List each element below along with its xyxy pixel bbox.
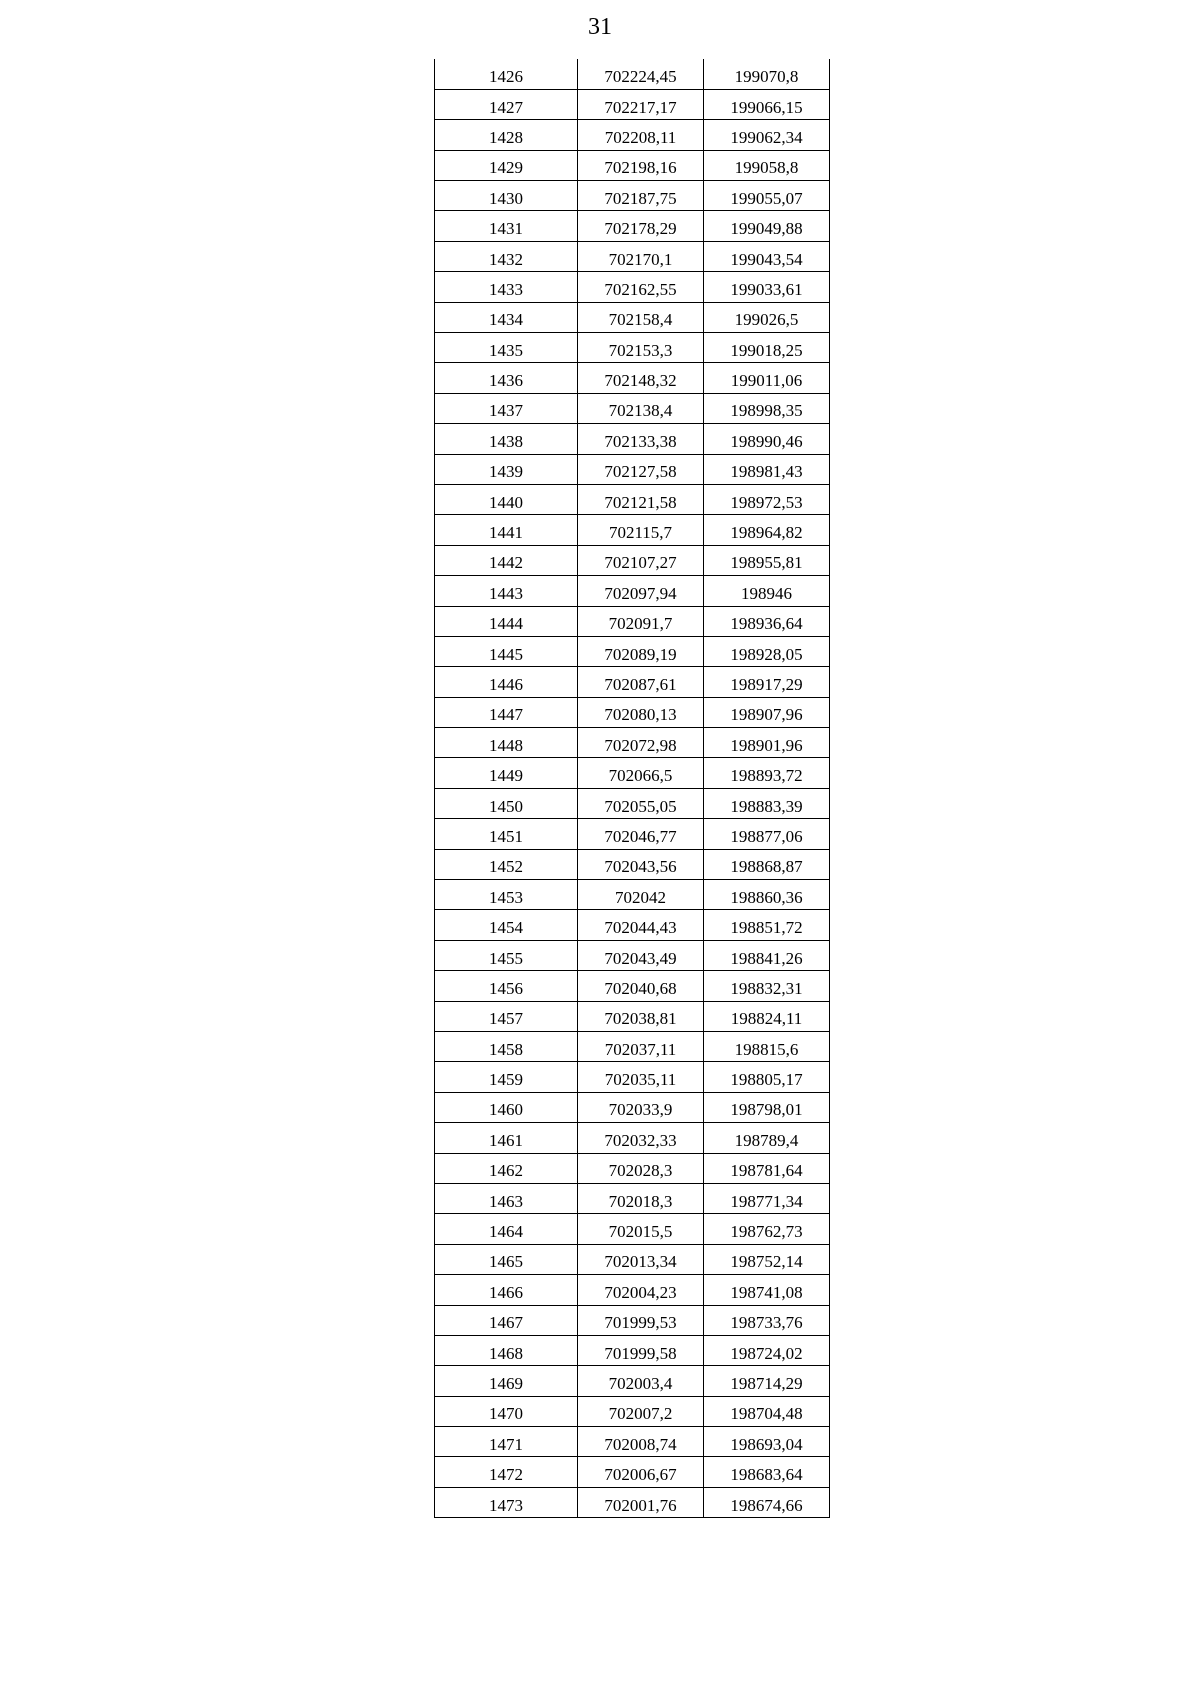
point-number-cell: 1439: [435, 454, 578, 484]
y-coordinate-cell: 198936,64: [704, 606, 830, 636]
x-coordinate-cell: 702044,43: [578, 910, 704, 940]
point-number-cell: 1465: [435, 1244, 578, 1274]
x-coordinate-cell: 702162,55: [578, 272, 704, 302]
table-row: [435, 241, 830, 271]
point-number-cell: 1448: [435, 728, 578, 758]
x-coordinate-cell: 702007,2: [578, 1396, 704, 1426]
x-coordinate-cell: 702006,67: [578, 1457, 704, 1487]
table-row: [435, 1123, 830, 1153]
table-row: [435, 424, 830, 454]
point-number-cell: 1452: [435, 849, 578, 879]
y-coordinate-cell: 198733,76: [704, 1305, 830, 1335]
table-row: [435, 454, 830, 484]
point-number-cell: 1450: [435, 788, 578, 818]
x-coordinate-cell: 702038,81: [578, 1001, 704, 1031]
x-coordinate-cell: 702003,4: [578, 1366, 704, 1396]
point-number-cell: 1426: [435, 59, 578, 89]
point-number-cell: 1451: [435, 819, 578, 849]
y-coordinate-cell: 198998,35: [704, 393, 830, 423]
table-row: [435, 1062, 830, 1092]
point-number-cell: 1467: [435, 1305, 578, 1335]
x-coordinate-cell: 702037,11: [578, 1032, 704, 1062]
table-row: [435, 181, 830, 211]
x-coordinate-cell: 702018,3: [578, 1183, 704, 1213]
x-coordinate-cell: 702043,49: [578, 940, 704, 970]
point-number-cell: 1442: [435, 545, 578, 575]
point-number-cell: 1463: [435, 1183, 578, 1213]
table-row: [435, 1366, 830, 1396]
x-coordinate-cell: 702033,9: [578, 1092, 704, 1122]
x-coordinate-cell: 702097,94: [578, 576, 704, 606]
table-row: [435, 728, 830, 758]
x-coordinate-cell: 702217,17: [578, 89, 704, 119]
point-number-cell: 1445: [435, 636, 578, 666]
table-row: [435, 1214, 830, 1244]
y-coordinate-cell: 198693,04: [704, 1427, 830, 1457]
table-row: [435, 363, 830, 393]
x-coordinate-cell: 702133,38: [578, 424, 704, 454]
y-coordinate-cell: 198724,02: [704, 1335, 830, 1365]
y-coordinate-cell: 198901,96: [704, 728, 830, 758]
table-row: [435, 636, 830, 666]
x-coordinate-cell: 702013,34: [578, 1244, 704, 1274]
table-row: [435, 758, 830, 788]
point-number-cell: 1429: [435, 150, 578, 180]
x-coordinate-cell: 702107,27: [578, 545, 704, 575]
point-number-cell: 1430: [435, 181, 578, 211]
point-number-cell: 1428: [435, 120, 578, 150]
y-coordinate-cell: 198964,82: [704, 515, 830, 545]
table-row: [435, 59, 830, 89]
x-coordinate-cell: 702046,77: [578, 819, 704, 849]
table-row: [435, 1487, 830, 1517]
x-coordinate-cell: 702072,98: [578, 728, 704, 758]
y-coordinate-cell: 199049,88: [704, 211, 830, 241]
x-coordinate-cell: 702091,7: [578, 606, 704, 636]
y-coordinate-cell: 198893,72: [704, 758, 830, 788]
y-coordinate-cell: 198674,66: [704, 1487, 830, 1517]
x-coordinate-cell: 702066,5: [578, 758, 704, 788]
table-row: [435, 1183, 830, 1213]
y-coordinate-cell: 199066,15: [704, 89, 830, 119]
y-coordinate-cell: 198704,48: [704, 1396, 830, 1426]
point-number-cell: 1432: [435, 241, 578, 271]
table-row: [435, 819, 830, 849]
point-number-cell: 1458: [435, 1032, 578, 1062]
table-row: [435, 393, 830, 423]
table-row: [435, 940, 830, 970]
y-coordinate-cell: 198907,96: [704, 697, 830, 727]
point-number-cell: 1449: [435, 758, 578, 788]
table-row: [435, 910, 830, 940]
point-number-cell: 1434: [435, 302, 578, 332]
point-number-cell: 1437: [435, 393, 578, 423]
y-coordinate-cell: 198752,14: [704, 1244, 830, 1274]
point-number-cell: 1456: [435, 971, 578, 1001]
table-row: [435, 1001, 830, 1031]
table-row: [435, 1032, 830, 1062]
point-number-cell: 1470: [435, 1396, 578, 1426]
x-coordinate-cell: 702224,45: [578, 59, 704, 89]
point-number-cell: 1469: [435, 1366, 578, 1396]
table-row: [435, 515, 830, 545]
point-number-cell: 1466: [435, 1275, 578, 1305]
y-coordinate-cell: 199062,34: [704, 120, 830, 150]
y-coordinate-cell: 199058,8: [704, 150, 830, 180]
y-coordinate-cell: 199055,07: [704, 181, 830, 211]
x-coordinate-cell: 702042: [578, 880, 704, 910]
y-coordinate-cell: 198860,36: [704, 880, 830, 910]
point-number-cell: 1427: [435, 89, 578, 119]
y-coordinate-cell: 198741,08: [704, 1275, 830, 1305]
y-coordinate-cell: 198883,39: [704, 788, 830, 818]
table-row: [435, 333, 830, 363]
point-number-cell: 1455: [435, 940, 578, 970]
y-coordinate-cell: 198955,81: [704, 545, 830, 575]
y-coordinate-cell: 198815,6: [704, 1032, 830, 1062]
point-number-cell: 1438: [435, 424, 578, 454]
point-number-cell: 1441: [435, 515, 578, 545]
point-number-cell: 1454: [435, 910, 578, 940]
x-coordinate-cell: 702008,74: [578, 1427, 704, 1457]
point-number-cell: 1431: [435, 211, 578, 241]
y-coordinate-cell: 198714,29: [704, 1366, 830, 1396]
table-row: [435, 1457, 830, 1487]
y-coordinate-cell: 198851,72: [704, 910, 830, 940]
x-coordinate-cell: 702035,11: [578, 1062, 704, 1092]
y-coordinate-cell: 198824,11: [704, 1001, 830, 1031]
x-coordinate-cell: 702028,3: [578, 1153, 704, 1183]
y-coordinate-cell: 198771,34: [704, 1183, 830, 1213]
table-row: [435, 1244, 830, 1274]
x-coordinate-cell: 702158,4: [578, 302, 704, 332]
table-row: [435, 880, 830, 910]
table-row: [435, 1153, 830, 1183]
x-coordinate-cell: 702004,23: [578, 1275, 704, 1305]
table-row: [435, 150, 830, 180]
x-coordinate-cell: 702208,11: [578, 120, 704, 150]
y-coordinate-cell: 198762,73: [704, 1214, 830, 1244]
table-row: [435, 89, 830, 119]
y-coordinate-cell: 198877,06: [704, 819, 830, 849]
y-coordinate-cell: 199018,25: [704, 333, 830, 363]
y-coordinate-cell: 199070,8: [704, 59, 830, 89]
point-number-cell: 1444: [435, 606, 578, 636]
table-row: [435, 576, 830, 606]
y-coordinate-cell: 198683,64: [704, 1457, 830, 1487]
point-number-cell: 1471: [435, 1427, 578, 1457]
y-coordinate-cell: 198832,31: [704, 971, 830, 1001]
table-row: [435, 788, 830, 818]
x-coordinate-cell: 702138,4: [578, 393, 704, 423]
x-coordinate-cell: 702198,16: [578, 150, 704, 180]
x-coordinate-cell: 702080,13: [578, 697, 704, 727]
point-number-cell: 1453: [435, 880, 578, 910]
table-row: [435, 302, 830, 332]
x-coordinate-cell: 702170,1: [578, 241, 704, 271]
x-coordinate-cell: 702032,33: [578, 1123, 704, 1153]
table-row: [435, 272, 830, 302]
point-number-cell: 1462: [435, 1153, 578, 1183]
y-coordinate-cell: 198798,01: [704, 1092, 830, 1122]
y-coordinate-cell: 198972,53: [704, 484, 830, 514]
point-number-cell: 1468: [435, 1335, 578, 1365]
point-number-cell: 1473: [435, 1487, 578, 1517]
x-coordinate-cell: 702187,75: [578, 181, 704, 211]
x-coordinate-cell: 701999,58: [578, 1335, 704, 1365]
point-number-cell: 1457: [435, 1001, 578, 1031]
x-coordinate-cell: 702153,3: [578, 333, 704, 363]
table-row: [435, 606, 830, 636]
table-row: [435, 1396, 830, 1426]
table-row: [435, 1335, 830, 1365]
point-number-cell: 1464: [435, 1214, 578, 1244]
x-coordinate-cell: 702148,32: [578, 363, 704, 393]
coordinates-table-body: [435, 59, 830, 1518]
x-coordinate-cell: 702087,61: [578, 667, 704, 697]
point-number-cell: 1435: [435, 333, 578, 363]
table-row: [435, 545, 830, 575]
page-number: 31: [588, 14, 612, 40]
point-number-cell: 1447: [435, 697, 578, 727]
point-number-cell: 1472: [435, 1457, 578, 1487]
x-coordinate-cell: 702043,56: [578, 849, 704, 879]
x-coordinate-cell: 702127,58: [578, 454, 704, 484]
point-number-cell: 1459: [435, 1062, 578, 1092]
y-coordinate-cell: 198841,26: [704, 940, 830, 970]
x-coordinate-cell: 701999,53: [578, 1305, 704, 1335]
point-number-cell: 1433: [435, 272, 578, 302]
table-row: [435, 697, 830, 727]
x-coordinate-cell: 702115,7: [578, 515, 704, 545]
x-coordinate-cell: 702015,5: [578, 1214, 704, 1244]
y-coordinate-cell: 198990,46: [704, 424, 830, 454]
x-coordinate-cell: 702055,05: [578, 788, 704, 818]
y-coordinate-cell: 199033,61: [704, 272, 830, 302]
y-coordinate-cell: 198781,64: [704, 1153, 830, 1183]
point-number-cell: 1440: [435, 484, 578, 514]
table-row: [435, 211, 830, 241]
coordinates-table: [434, 59, 830, 1518]
y-coordinate-cell: 199043,54: [704, 241, 830, 271]
point-number-cell: 1446: [435, 667, 578, 697]
x-coordinate-cell: 702001,76: [578, 1487, 704, 1517]
table-row: [435, 1092, 830, 1122]
x-coordinate-cell: 702121,58: [578, 484, 704, 514]
table-row: [435, 120, 830, 150]
y-coordinate-cell: 199026,5: [704, 302, 830, 332]
table-row: [435, 849, 830, 879]
table-row: [435, 484, 830, 514]
table-row: [435, 1427, 830, 1457]
table-row: [435, 1305, 830, 1335]
table-row: [435, 667, 830, 697]
y-coordinate-cell: 198789,4: [704, 1123, 830, 1153]
y-coordinate-cell: 198981,43: [704, 454, 830, 484]
table-row: [435, 971, 830, 1001]
y-coordinate-cell: 198917,29: [704, 667, 830, 697]
x-coordinate-cell: 702089,19: [578, 636, 704, 666]
x-coordinate-cell: 702178,29: [578, 211, 704, 241]
x-coordinate-cell: 702040,68: [578, 971, 704, 1001]
y-coordinate-cell: 199011,06: [704, 363, 830, 393]
y-coordinate-cell: 198946: [704, 576, 830, 606]
point-number-cell: 1461: [435, 1123, 578, 1153]
table-row: [435, 1275, 830, 1305]
y-coordinate-cell: 198868,87: [704, 849, 830, 879]
point-number-cell: 1443: [435, 576, 578, 606]
point-number-cell: 1460: [435, 1092, 578, 1122]
y-coordinate-cell: 198805,17: [704, 1062, 830, 1092]
y-coordinate-cell: 198928,05: [704, 636, 830, 666]
point-number-cell: 1436: [435, 363, 578, 393]
